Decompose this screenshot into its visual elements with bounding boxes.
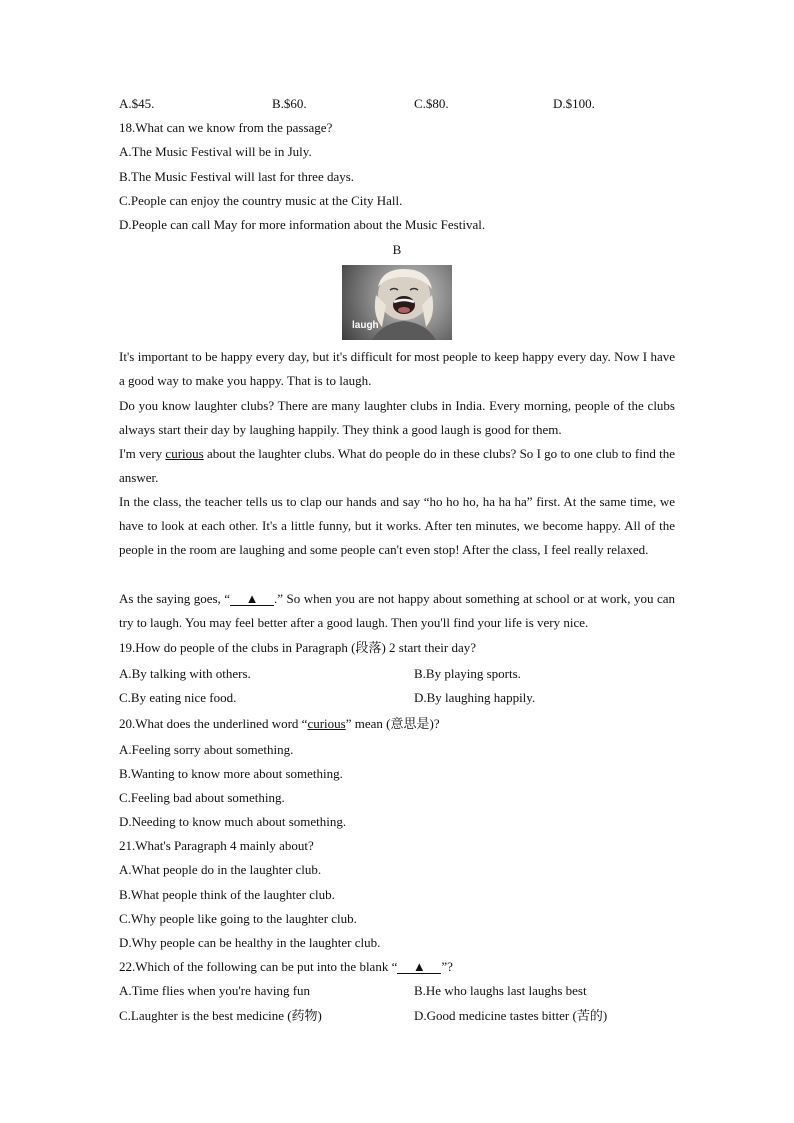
p5-text-before: As the saying goes, “ xyxy=(119,591,231,606)
q18-option-b[interactable]: B.The Music Festival will last for three days. xyxy=(119,169,355,184)
passage-paragraph-4: In the class, the teacher tells us to clap our hands and say “ho ho ho, ha ha ha” first. At the same time, we have to look at each other. It's a little funny, but it works. After ten minutes, we become happy. All of the people in the room are laughing and some people can't even stop! After the class, I feel really relaxed. xyxy=(119,494,675,558)
q21-option-c[interactable]: C.Why people like going to the laughter club. xyxy=(119,911,357,926)
passage-paragraph-2: Do you know laughter clubs? There are many laughter clubs in India. Every morning, people of the clubs always start their day by laughing happily. They think a good laugh is good for them. xyxy=(119,398,675,438)
p3-text-after: about the laughter clubs. What do people do in these clubs? So I go to one club to find the answer. xyxy=(119,446,675,486)
q18-stem: 18.What can we know from the passage? xyxy=(119,120,333,135)
passage-paragraph-3 xyxy=(119,442,675,490)
q17-option-d[interactable]: D.$100. xyxy=(553,96,595,111)
q21-option-b[interactable]: B.What people think of the laughter club. xyxy=(119,887,335,902)
q18-option-a[interactable]: A.The Music Festival will be in July. xyxy=(119,144,312,159)
passage-paragraph-5 xyxy=(119,587,675,635)
p3-text-before: I'm very xyxy=(119,446,166,461)
q19-option-b[interactable]: B.By playing sports. xyxy=(414,666,521,681)
q18-option-c[interactable]: C.People can enjoy the country music at the City Hall. xyxy=(119,193,403,208)
q17-option-b[interactable]: B.$60. xyxy=(272,96,307,111)
q20-option-c[interactable]: C.Feeling bad about something. xyxy=(119,790,285,805)
q22-option-b[interactable]: B.He who laughs last laughs best xyxy=(414,983,587,998)
q20-stem-after: ” mean (意思是)? xyxy=(345,716,440,731)
passage-paragraph-1: It's important to be happy every day, but it's difficult for most people to keep happy every day. Now I have a good way to make you happy. That is to laugh. xyxy=(119,349,675,389)
q19-option-c[interactable]: C.By eating nice food. xyxy=(119,690,237,705)
q21-option-d[interactable]: D.Why people can be healthy in the laughter club. xyxy=(119,935,381,950)
q19-stem: 19.How do people of the clubs in Paragraph (段落) 2 start their day? xyxy=(119,640,477,655)
q17-option-c[interactable]: C.$80. xyxy=(414,96,449,111)
image-caption: laugh xyxy=(352,320,379,331)
q19-option-d[interactable]: D.By laughing happily. xyxy=(414,690,536,705)
q22-option-c[interactable]: C.Laughter is the best medicine (药物) xyxy=(119,1008,322,1023)
underlined-word-curious: curious xyxy=(165,446,204,461)
laughing-child-photo xyxy=(342,265,452,340)
q21-stem: 21.What's Paragraph 4 mainly about? xyxy=(119,838,314,853)
q22-option-a[interactable]: A.Time flies when you're having fun xyxy=(119,983,311,998)
q20-stem-before: 20.What does the underlined word “ xyxy=(119,716,308,731)
p5-text-after: .” So when you are not happy about something at school or at work, you can try to laugh. You may feel better after a good laugh. Then you'll find your life is very nice. xyxy=(119,591,675,631)
q17-option-a[interactable]: A.$45. xyxy=(119,96,155,111)
q22-option-d[interactable]: D.Good medicine tastes bitter (苦的) xyxy=(414,1008,608,1023)
section-label: B xyxy=(392,242,402,257)
q18-option-d[interactable]: D.People can call May for more information about the Music Festival. xyxy=(119,217,486,232)
q22-stem-after: ”? xyxy=(441,959,453,974)
q22-stem-before: 22.Which of the following can be put into the blank “ xyxy=(119,959,398,974)
q20-stem-word: curious xyxy=(307,716,346,731)
q20-option-b[interactable]: B.Wanting to know more about something. xyxy=(119,766,343,781)
blank-marker: ▲ xyxy=(230,593,274,606)
q21-option-a[interactable]: A.What people do in the laughter club. xyxy=(119,862,322,877)
q20-stem xyxy=(119,716,440,732)
q22-blank-marker: ▲ xyxy=(397,961,441,974)
q19-option-a[interactable]: A.By talking with others. xyxy=(119,666,251,681)
q22-stem xyxy=(119,959,453,975)
q20-option-a[interactable]: A.Feeling sorry about something. xyxy=(119,742,294,757)
q20-option-d[interactable]: D.Needing to know much about something. xyxy=(119,814,347,829)
